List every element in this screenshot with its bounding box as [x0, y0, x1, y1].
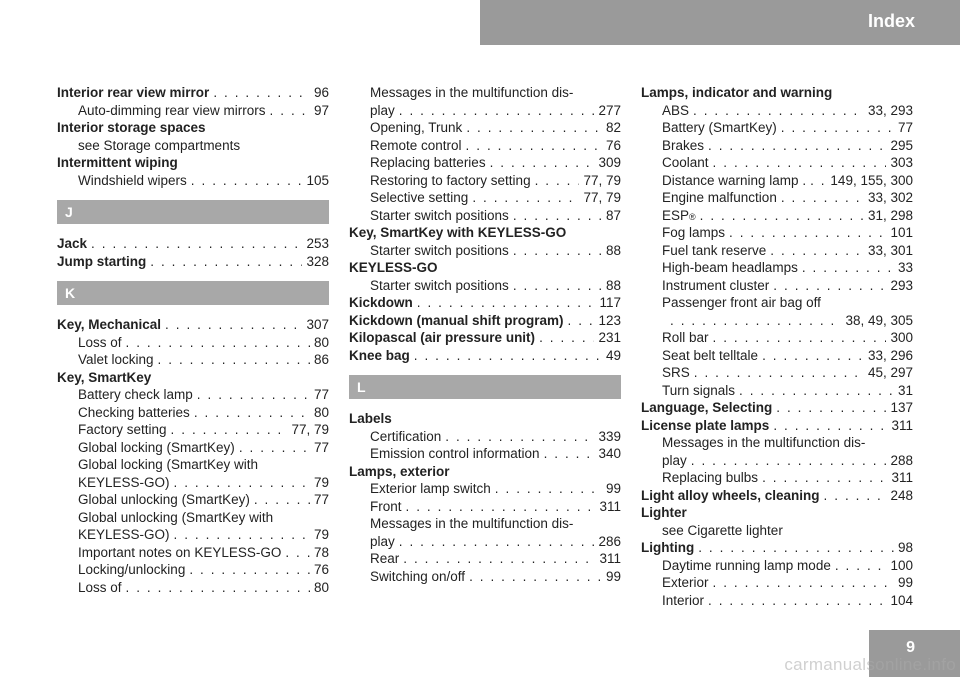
page-title: Index [867, 11, 915, 31]
dot-leader [406, 498, 596, 516]
page-reference: 97 [313, 102, 329, 118]
dot-leader [694, 364, 864, 382]
page-reference: 31 [897, 382, 913, 398]
page-reference: 45, 297 [867, 365, 913, 380]
index-subentry [349, 568, 621, 586]
index-subentry [641, 329, 913, 347]
index-entry [349, 329, 621, 347]
dot-leader [773, 417, 887, 435]
page-reference: 77 [313, 387, 329, 402]
dot-leader [513, 207, 602, 225]
index-subentry [641, 592, 913, 610]
entry-term: Lighting [641, 540, 695, 555]
page-reference: 77, 79 [583, 172, 621, 188]
page-reference: 277 [598, 102, 621, 118]
page-reference: 33, 296 [867, 347, 913, 363]
index-subentry [349, 533, 621, 551]
page-reference: 77 [313, 439, 329, 455]
page-reference: 311 [599, 498, 621, 514]
dot-leader [174, 474, 310, 492]
page-reference: 328 [306, 253, 329, 269]
dot-leader [802, 259, 894, 277]
index-subentry [57, 404, 329, 422]
page-reference: 231 [598, 330, 621, 345]
index-subentry [641, 119, 913, 137]
entry-text: Switching on/off [370, 568, 466, 584]
entry-text: Checking batteries [78, 404, 190, 420]
dot-leader [399, 102, 595, 120]
dot-leader [445, 428, 594, 446]
page-reference: 303 [890, 155, 913, 170]
dot-leader [781, 189, 864, 207]
index-subentry [349, 515, 621, 533]
entry-text: Global unlocking (SmartKey with [78, 509, 274, 525]
page-reference: 80 [313, 334, 329, 350]
page-reference: 49 [605, 347, 621, 363]
entry-term: KEYLESS-GO [349, 260, 438, 275]
dot-leader [539, 329, 594, 347]
dot-leader [189, 561, 310, 579]
entry-term: Kickdown (manual shift program) [349, 312, 564, 328]
page-reference: 339 [598, 428, 621, 444]
page-reference: 88 [605, 242, 621, 258]
index-subentry [641, 172, 913, 190]
index-entry [641, 399, 913, 417]
page-reference: 300 [890, 330, 913, 345]
dot-leader [495, 480, 602, 498]
index-subentry [349, 277, 621, 295]
page-reference: 311 [891, 417, 913, 433]
index-subentry [349, 445, 621, 463]
page-reference: 78 [313, 544, 329, 560]
entry-term: Labels [349, 411, 392, 426]
page-reference: 79 [313, 527, 329, 542]
index-subentry [57, 544, 329, 562]
dot-leader [693, 102, 864, 120]
page-reference: 98 [897, 540, 913, 555]
index-subentry [349, 189, 621, 207]
section-header: L [349, 375, 621, 399]
index-subentry [349, 428, 621, 446]
index-subentry [349, 207, 621, 225]
entry-term: Key, SmartKey with KEYLESS-GO [349, 225, 567, 240]
dot-leader [810, 172, 826, 190]
page-reference: 309 [598, 155, 621, 170]
index-subentry [57, 509, 329, 527]
entry-text: Exterior [662, 575, 709, 590]
index-column-1 [57, 84, 329, 596]
index-entry [349, 410, 621, 428]
entry-text: Global locking (SmartKey with [78, 457, 259, 472]
page-reference: 38, 49, 305 [845, 312, 913, 328]
dot-leader [466, 119, 602, 137]
index-subentry [349, 137, 621, 155]
entry-text: Emission control information [370, 446, 540, 461]
page-reference: 77 [897, 120, 913, 135]
dot-leader [568, 312, 595, 330]
entry-term: Intermittent wiping [57, 155, 178, 170]
entry-text: Coolant [662, 155, 709, 170]
page-reference: 307 [306, 317, 329, 332]
page-reference: 33, 302 [867, 190, 913, 205]
page-reference: 76 [605, 137, 621, 153]
dot-leader [713, 574, 894, 592]
index-subentry [349, 102, 621, 120]
entry-text: Important notes on KEYLESS-GO [78, 544, 282, 560]
entry-term: Interior storage spaces [57, 120, 206, 135]
dot-leader [835, 557, 887, 575]
dot-leader [490, 154, 595, 172]
page-reference: 117 [599, 295, 621, 310]
entry-term: Jack [57, 236, 88, 251]
page-reference: 311 [599, 551, 621, 566]
entry-text: KEYLESS-GO) [78, 527, 170, 542]
dot-leader [197, 386, 310, 404]
dot-leader [700, 207, 864, 225]
page-reference: 88 [605, 277, 621, 293]
dot-leader [544, 445, 595, 463]
index-subentry [641, 382, 913, 400]
index-subentry [349, 172, 621, 190]
page-reference: 80 [313, 579, 329, 595]
page-reference: 86 [313, 352, 329, 367]
entry-text: Restoring to factory setting [370, 172, 531, 188]
index-subentry [349, 550, 621, 568]
entry-text: Loss of [78, 579, 122, 595]
index-entry [641, 84, 913, 102]
page-reference: 79 [313, 474, 329, 490]
page-reference: 288 [890, 452, 913, 468]
dot-leader [399, 533, 595, 551]
dot-leader [472, 189, 579, 207]
entry-text: Messages in the multifunction dis- [370, 516, 574, 531]
dot-leader [91, 235, 302, 253]
index-entry [349, 224, 621, 242]
entry-term: Lighter [641, 505, 687, 520]
entry-text: Selective setting [370, 190, 469, 205]
dot-leader [165, 316, 302, 334]
dot-leader [171, 421, 288, 439]
entry-text: Passenger front air bag off [662, 295, 821, 310]
index-subentry [349, 119, 621, 137]
entry-text: Messages in the multifunction dis- [370, 85, 574, 100]
index-subentry [641, 557, 913, 575]
entry-text: Turn signals [662, 382, 736, 398]
index-subentry [57, 137, 329, 155]
header-bar [480, 0, 960, 45]
section-header: J [57, 200, 329, 224]
page-reference: 123 [598, 312, 621, 328]
entry-text: Valet locking [78, 352, 154, 367]
entry-text: Replacing batteries [370, 155, 486, 170]
page-reference: 76 [313, 562, 329, 577]
index-entry [349, 294, 621, 312]
page-reference: 77, 79 [583, 190, 621, 205]
page-reference: 137 [890, 400, 913, 415]
index-subentry [641, 574, 913, 592]
entry-text: Messages in the multifunction dis- [662, 435, 866, 450]
page-reference: 99 [897, 575, 913, 590]
index-subentry [641, 469, 913, 487]
dot-leader [174, 526, 310, 544]
dot-leader [824, 487, 887, 505]
page-reference: 77, 79 [291, 422, 329, 437]
dot-leader [150, 253, 302, 271]
entry-text: KEYLESS-GO) [78, 474, 170, 490]
page-reference: 31, 298 [867, 207, 913, 223]
dot-leader [126, 334, 310, 352]
entry-text: Auto-dimming rear view mirrors [78, 102, 266, 118]
index-subentry [641, 452, 913, 470]
dot-leader [708, 592, 886, 610]
index-column-2 [349, 84, 621, 585]
entry-text: Fog lamps [662, 225, 726, 240]
dot-leader [713, 154, 887, 172]
page-reference: 104 [890, 592, 913, 608]
entry-text: Roll bar [662, 330, 709, 345]
section-header: K [57, 281, 329, 305]
page-reference: 253 [306, 236, 329, 251]
page-reference: 100 [890, 557, 913, 573]
entry-text: Instrument cluster [662, 277, 770, 293]
index-subentry: ESP ® . . . 31, 298 [641, 207, 913, 225]
entry-text: Battery check lamp [78, 387, 193, 402]
entry-term: License plate lamps [641, 417, 770, 433]
entry-text: Replacing bulbs [662, 470, 759, 485]
entry-text: Remote control [370, 137, 462, 153]
entry-term: Language, Selecting [641, 400, 773, 415]
entry-text: Distance warning lamp . [662, 172, 807, 188]
index-subentry [57, 526, 329, 544]
index-subentry [641, 294, 913, 312]
dot-leader [285, 544, 310, 562]
entry-text: Front [370, 498, 402, 514]
index-entry [57, 154, 329, 172]
index-subentry [641, 259, 913, 277]
index-entry [57, 119, 329, 137]
entry-text: play [370, 102, 395, 118]
page-reference: 87 [605, 207, 621, 223]
entry-text: Battery (SmartKey) [662, 120, 777, 135]
dot-leader [776, 399, 886, 417]
index-entry [641, 504, 913, 522]
index-subentry [641, 522, 913, 540]
entry-term: Interior rear view mirror [57, 85, 210, 100]
entry-text: Starter switch positions [370, 277, 509, 293]
entry-text: Seat belt telltale [662, 347, 759, 363]
dot-leader [403, 550, 595, 568]
index-entry [57, 84, 329, 102]
index-subentry [349, 84, 621, 102]
entry-text: Engine malfunction [662, 190, 777, 205]
entry-text: Opening, Trunk [370, 120, 463, 135]
entry-text: Rear [370, 551, 400, 566]
dot-leader [466, 137, 602, 155]
page-reference: 105 [306, 172, 329, 188]
entry-text: Locking/unlocking [78, 562, 186, 577]
entry-text: Interior [662, 592, 705, 608]
index-entry [641, 487, 913, 505]
index-entry [641, 417, 913, 435]
index-entry [349, 463, 621, 481]
entry-text: ESP [662, 207, 690, 223]
index-subentry [57, 579, 329, 597]
dot-leader [670, 312, 841, 330]
index-subentry [641, 312, 913, 330]
index-subentry [57, 561, 329, 579]
index-entry [57, 369, 329, 387]
dot-leader [191, 172, 303, 190]
dot-leader [773, 277, 886, 295]
page-reference: 293 [890, 277, 913, 293]
dot-leader [270, 102, 310, 120]
dot-leader [739, 382, 894, 400]
index-entry [57, 235, 329, 253]
index-entry [349, 259, 621, 277]
dot-leader [781, 119, 894, 137]
entry-term: Key, SmartKey [57, 369, 152, 385]
index-subentry [57, 456, 329, 474]
dot-leader [698, 539, 894, 557]
dot-leader [158, 351, 310, 369]
dot-leader [414, 347, 602, 365]
entry-text: see Storage compartments [78, 137, 241, 153]
index-subentry [57, 172, 329, 190]
entry-text: Global unlocking (SmartKey) [78, 492, 250, 507]
entry-term: Key, Mechanical [57, 317, 162, 332]
index-subentry [57, 386, 329, 404]
entry-term: Jump starting [57, 253, 147, 269]
entry-text: play [370, 533, 395, 549]
page-reference: 96 [313, 85, 329, 100]
entry-text: play [662, 452, 687, 468]
index-subentry [349, 480, 621, 498]
index-subentry [641, 364, 913, 382]
entry-text: Windshield wipers [78, 172, 187, 188]
dot-leader [194, 404, 310, 422]
dot-leader [691, 452, 887, 470]
index-subentry [641, 242, 913, 260]
page-reference: 33, 293 [867, 102, 913, 118]
index-subentry [641, 434, 913, 452]
page-reference: 295 [890, 137, 913, 153]
entry-text: Loss of [78, 334, 122, 350]
dot-leader [239, 439, 310, 457]
entry-term: Kilopascal (air pressure unit) [349, 330, 536, 345]
page-number: 9 [906, 639, 915, 656]
dot-leader [513, 277, 602, 295]
entry-term: Knee bag [349, 347, 410, 363]
index-subentry [641, 347, 913, 365]
dot-leader [708, 137, 886, 155]
entry-term: Lamps, exterior [349, 463, 450, 479]
entry-text: Starter switch positions [370, 207, 509, 223]
dot-leader [254, 491, 310, 509]
entry-text: ABS [662, 102, 690, 118]
watermark: carmanualsonline.info [784, 655, 956, 674]
dot-leader [762, 347, 864, 365]
page-reference: 80 [313, 404, 329, 420]
dot-leader [213, 84, 310, 102]
index-subentry [641, 137, 913, 155]
entry-text: Daytime running lamp mode [662, 557, 831, 573]
page-reference: 311 [891, 470, 913, 485]
page-reference: 149, 155, 300 [830, 172, 913, 188]
index-subentry [641, 154, 913, 172]
page-reference: 33 [897, 260, 913, 275]
dot-leader [535, 172, 580, 190]
entry-text: Exterior lamp switch [370, 481, 491, 496]
index-subentry [641, 224, 913, 242]
dot-leader [762, 469, 887, 487]
index-entry [349, 347, 621, 365]
dot-leader [126, 579, 310, 597]
entry-text: see Cigarette lighter [662, 522, 783, 538]
page-reference: 77 [313, 492, 329, 507]
index-subentry [57, 491, 329, 509]
index-subentry [641, 102, 913, 120]
index-entry [349, 312, 621, 330]
index-subentry [57, 351, 329, 369]
entry-text: Certification [370, 428, 442, 444]
index-subentry [57, 334, 329, 352]
index-subentry [57, 474, 329, 492]
dot-leader [469, 568, 602, 586]
page-reference: 82 [605, 120, 621, 135]
entry-text: Starter switch positions [370, 242, 509, 258]
dot-leader [729, 224, 886, 242]
index-entry [57, 316, 329, 334]
dot-leader [417, 294, 596, 312]
page-reference: 99 [605, 568, 621, 584]
entry-text: Global locking (SmartKey) [78, 439, 235, 455]
index-entry [641, 539, 913, 557]
page-reference: 248 [890, 487, 913, 503]
index-subentry [641, 189, 913, 207]
page-reference: 33, 301 [867, 242, 913, 258]
dot-leader [770, 242, 864, 260]
page-reference: 340 [598, 446, 621, 461]
index-subentry [57, 102, 329, 120]
page-reference: 286 [598, 533, 621, 549]
entry-text: Factory setting [78, 422, 167, 437]
page-reference: 101 [890, 225, 913, 240]
index-subentry [57, 439, 329, 457]
dot-leader [513, 242, 602, 260]
entry-term: Kickdown [349, 295, 413, 310]
index-subentry [641, 277, 913, 295]
entry-text: Fuel tank reserve [662, 242, 767, 258]
entry-text: High-beam headlamps [662, 260, 798, 275]
dot-leader [713, 329, 887, 347]
index-entry [57, 253, 329, 271]
entry-term: Lamps, indicator and warning [641, 85, 833, 100]
index-subentry [349, 154, 621, 172]
page-reference: 99 [605, 481, 621, 496]
index-subentry [57, 421, 329, 439]
entry-text: Brakes [662, 137, 705, 153]
index-subentry [349, 242, 621, 260]
index-column-3 [641, 84, 913, 609]
entry-text: SRS [662, 365, 690, 380]
entry-term: Light alloy wheels, cleaning [641, 487, 820, 503]
index-subentry [349, 498, 621, 516]
